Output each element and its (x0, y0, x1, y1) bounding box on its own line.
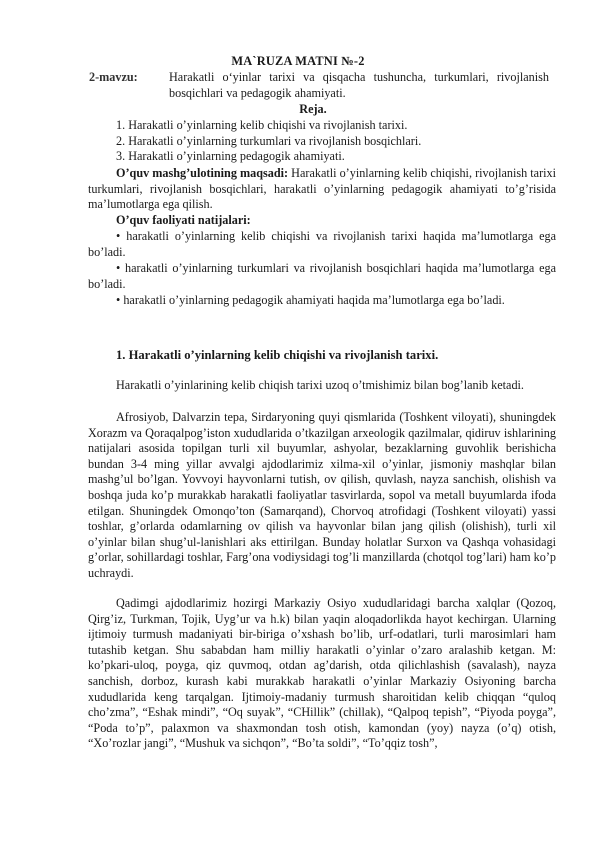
plan-heading: Reja. (299, 102, 327, 116)
result-item (88, 261, 556, 292)
paragraph: Harakatli o’yinlarining kelib chiqish tarixi uzoq o’tmishimiz bilan bog’lanib ketadi. (116, 378, 524, 392)
lecture-title: MA`RUZA MATNI №-2 (231, 54, 365, 68)
goal-paragraph (88, 166, 556, 213)
results-heading (88, 213, 556, 229)
bullet-icon: • (116, 293, 124, 307)
topic-label: 2-mavzu: (89, 70, 138, 84)
result-text: harakatli o’yinlarning turkumlari va rivojlanish bosqichlari haqida ma’lumotlarga ega bo’ladi. (88, 261, 556, 291)
plan-item: 2. Harakatli o’yinlarning turkumlari va rivojlanish bosqichlari. (116, 133, 422, 148)
bullet-icon: • (116, 229, 127, 243)
plan-list (116, 118, 556, 165)
paragraph: Afrosiyob, Dalvarzin tepa, Sirdaryoning quyi qismlarida (Toshkent viloyati), shuningdek Xorazm va Qoraqalpog’iston xududlarida o’tkazilgan arxeologik qazilmalar, qidiruv ishlarining natijalari asosida topilgan turli xil buyumlar, ashyolar, bezaklarning guvohlik berishicha bundan 3-4 ming yillar avvalgi ajdodlarimiz xilma-xil o’yinlar, jismoniy mashqlar bilan mashg’ul bo’lgan. Yovvoyi hayvonlarni tutish, ov qilish, quvlash, nayza sanchish, olishish va boshqa juda ko’p murakkab harakatli faoliyatlar tasvirlarda, sopol va metall buyumlarda ifoda etilgan. Shuningdek Omonqo’ton (Samarqand), Chorvoq atrofidagi (Toshkent viloyati) yassi toshlar, g’orlarda odamlarning ov qilish va hayvonlar bilan jang qilish (olishish), turli xil o’yinlar bilan shug’ul-lanishlari aks ettirilgan. Bunday holatlar Surxon va Qashqa vohasidagi g’orlar, sohillardagi toshlar, Farg’ona vodiysidagi tog’li manzillarda (chotqol tog’lari) ham ko’p uchraydi. (88, 410, 556, 580)
result-item (88, 293, 556, 309)
goal-label: O’quv mashg’ulotining maqsadi: (116, 166, 289, 180)
section-heading: 1. Harakatli o’yinlarning kelib chiqishi va rivojlanish tarixi. (116, 348, 439, 362)
result-text: harakatli o’yinlarning pedagogik ahamiyati haqida ma’lumotlarga ega bo’ladi. (123, 293, 505, 307)
plan-item: 1. Harakatli o’yinlarning kelib chiqishi va rivojlanish tarixi. (116, 118, 408, 132)
result-text: harakatli o’yinlarning kelib chiqishi va rivojlanish tarixi haqida ma’lumotlarga ega bo’ladi. (88, 229, 556, 259)
results-label: O’quv faoliyati natijalari: (116, 213, 251, 227)
result-item (88, 229, 556, 260)
paragraph: Qadimgi ajdodlarimiz hozirgi Markaziy Osiyo xududlaridagi barcha xalqlar (Qozoq, Qirg’iz, Turkman, Tojik, Uyg’ur va h.k) bilan yaqin aloqadorlikda hayot kechirgan. Ularning ijtimoiy turmush madaniyati bir-biriga o’xshash bo’lib, urf-odatlari, turli marosimlari ham tutashib ketgan. Shu sababdan ham milliy harakatli o’yinlar o’zaro aralashib ketgan. M: ko’pkari-uloq, poyga, qiz quvmoq, otdan ag’darish, otda qilichlashish (savalash), nayza sanchish, dorboz, kurash kabi murakkab harakatli o’yinlar Markaziy Osiyoning barcha xududlarida keng tarqalgan. Ijtimoiy-madaniy turmush sharoitidan kelib chiqqan “quloq cho’zma”, “Eshak mindi”, “Oq suyak”, “CHillik” (chillak), “Qalpoq tepish”, “Piyoda poyga”, “Poda to’p”, palaxmon va shaxmondan tosh otish, kamondan (yoy) nayza (o’q) otish, “Xo’rozlar jangi”, “Mushuk va sichqon”, “Bo’ta soldi”, “To’qqiz tosh”, (88, 596, 556, 751)
goal-text: Harakatli o’yinlarning kelib chiqishi, rivojlanish tarixi turkumlari, rivojlanish bosqichlari, harakatli o’yinlarning pedagogik ahamiyati to’g’risida ma’lumotlarga ega qilish. (88, 166, 556, 212)
topic-text: Harakatli o‘yinlar tarixi va qisqacha tushuncha, turkumlari, rivojlanish bosqichlari va pedagogik ahamiyati. (169, 70, 549, 100)
plan-item: 3. Harakatli o’yinlarning pedagogik ahamiyati. (116, 149, 345, 164)
bullet-icon: • (116, 261, 126, 275)
